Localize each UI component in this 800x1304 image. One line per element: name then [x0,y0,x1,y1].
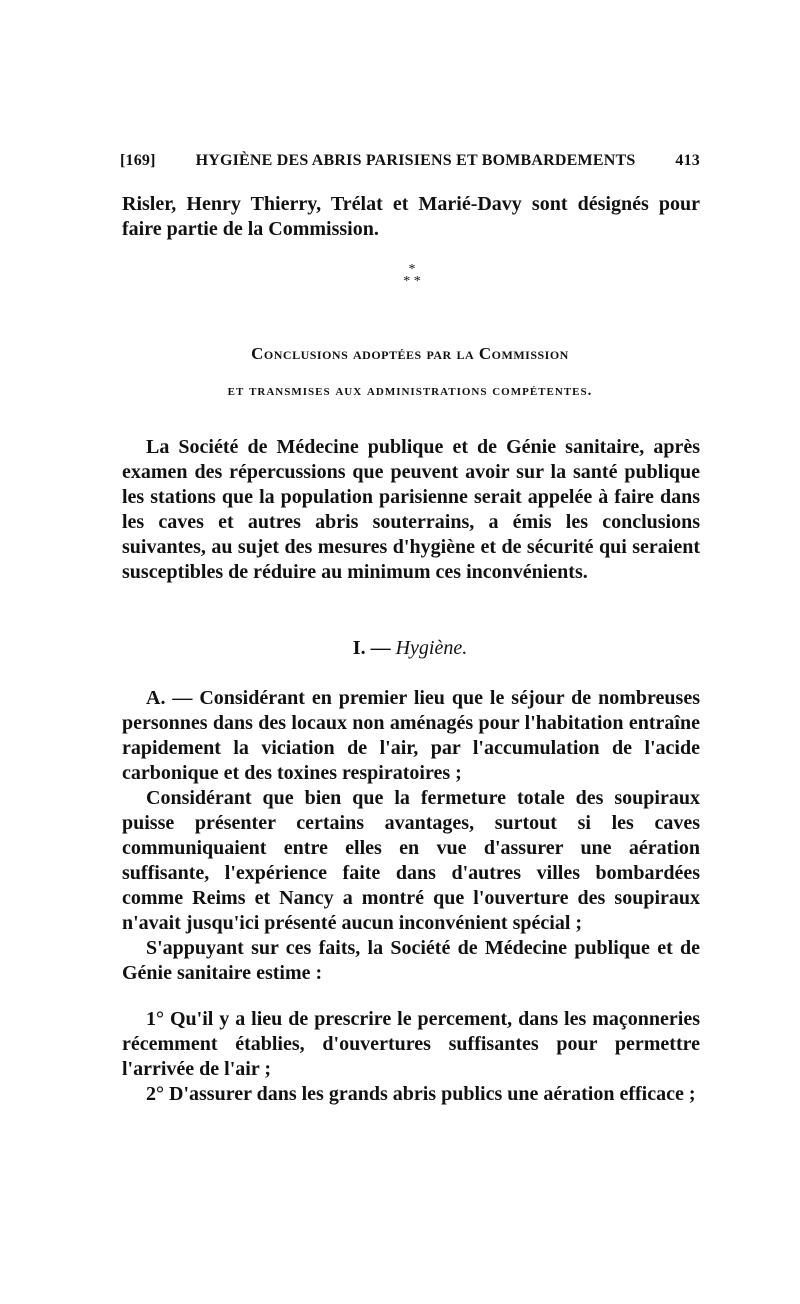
heading-line-1: Conclusions adoptées par la Commission [251,344,569,363]
section-name: Hygiène. [395,637,468,659]
heading-line-2: et transmises aux administrations compétentes. [227,383,593,399]
list-item-2-text: 2° D'assurer dans les grands abris publics une aération efficace ; [146,1083,696,1105]
paragraph-a3-text: S'appuyant sur ces faits, la Société de Médecine publique et de Génie sanitaire estime : [122,937,700,984]
paragraph-a2 [122,786,700,936]
asterism-top: * [408,262,416,277]
list-item-1 [122,1007,700,1082]
paragraph-a2-text: Considérant que bien que la fermeture totale des soupiraux puisse présenter certains avantages, surtout si les caves communiquaient entre elles en vue d'assurer une aération suffisante, l'expérience faite dans d'autres villes bombardées comme Reims et Nancy a montré que l'ouverture des soupiraux n'avait jusqu'ici présenté aucun inconvénient spécial ; [122,787,700,934]
list-item-2 [122,1082,700,1107]
asterism-bottom: * * [403,274,421,289]
paragraph-a1 [122,686,700,786]
running-title: HYGIÈNE DES ABRIS PARISIENS ET BOMBARDEMENTS [195,152,636,169]
paragraph-preamble [122,435,700,585]
running-header [120,152,700,170]
section-numeral: I. — [352,637,391,659]
spacer [122,986,700,1007]
page-number: 413 [675,152,700,169]
intro-paragraph: Risler, Henry Thierry, Trélat et Marié-Davy sont désignés pour faire partie de la Commission. [122,193,700,240]
paragraph-preamble-text: La Société de Médecine publique et de Génie sanitaire, après examen des répercussions que peuvent avoir sur la santé publique les stations que la population parisienne serait appelée à faire dans les caves et autres abris souterrains, a émis les conclusions suivantes, au sujet des mesures d'hygiène et de sécurité qui seraient susceptibles de réduire au minimum ces inconvénients. [122,436,700,583]
paragraph-a3 [122,936,700,986]
section-number: [169] [120,152,156,169]
asterism-separator [392,264,432,288]
paragraph-a1-text: A. — Considérant en premier lieu que le séjour de nombreuses personnes dans des locaux non aménagés pour l'habitation entraîne rapidement la viciation de l'air, par l'accumulation de l'acide carbonique et des toxines respiratoires ; [122,687,700,784]
section-title [120,637,700,660]
section-a-body [122,686,700,1107]
list-item-1-text: 1° Qu'il y a lieu de prescrire le percement, dans les maçonneries récemment établies, d'ouvertures suffisantes pour permettre l'arrivée de l'air ; [122,1008,700,1080]
